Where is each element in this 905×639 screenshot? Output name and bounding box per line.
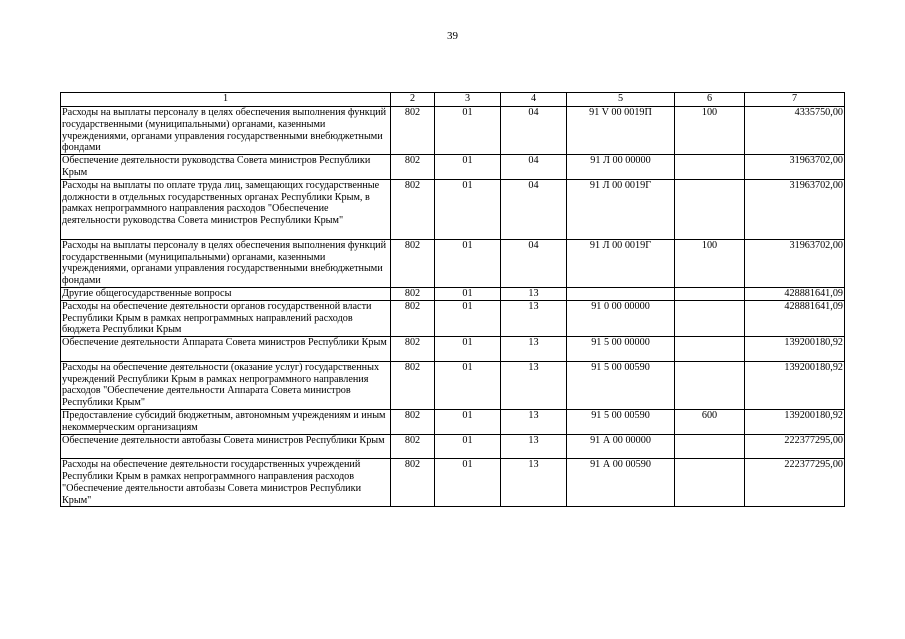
expense-name-cell: Обеспечение деятельности автобазы Совета министров Республики Крым xyxy=(61,434,391,459)
page-number: 39 xyxy=(447,30,458,42)
column-header-4: 4 xyxy=(501,93,567,107)
target-item-cell: 91 Л 00 00000 xyxy=(567,155,675,180)
section-code-cell: 802 xyxy=(391,361,435,409)
subsection-code-cell: 13 xyxy=(501,459,567,507)
table-row xyxy=(61,179,845,239)
subsection-code-cell: 13 xyxy=(501,361,567,409)
chapter-code-cell: 01 xyxy=(435,179,501,239)
expense-name-cell: Расходы на обеспечение деятельности органов государственной власти Республики Крым в рамках непрограммных направлений расходов бюджета Республики Крым xyxy=(61,300,391,336)
amount-cell: 428881641,09 xyxy=(745,300,845,336)
chapter-code-cell: 01 xyxy=(435,409,501,434)
section-code-cell: 802 xyxy=(391,239,435,287)
target-item-cell: 91 А 00 00000 xyxy=(567,434,675,459)
table-row xyxy=(61,300,845,336)
subsection-code-cell: 04 xyxy=(501,239,567,287)
table-row xyxy=(61,337,845,362)
table-row xyxy=(61,155,845,180)
expense-name-cell: Другие общегосударственные вопросы xyxy=(61,287,391,300)
column-header-1: 1 xyxy=(61,93,391,107)
section-code-cell: 802 xyxy=(391,287,435,300)
subsection-code-cell: 13 xyxy=(501,434,567,459)
chapter-code-cell: 01 xyxy=(435,434,501,459)
section-code-cell: 802 xyxy=(391,337,435,362)
subsection-code-cell: 13 xyxy=(501,337,567,362)
expense-type-cell xyxy=(675,434,745,459)
expense-name-cell: Расходы на обеспечение деятельности государственных учреждений Республики Крым в рамках непрограммного направления расходов "Обеспечение деятельности автобазы Совета министров Республики Крым" xyxy=(61,459,391,507)
table-row xyxy=(61,434,845,459)
expense-type-cell xyxy=(675,459,745,507)
chapter-code-cell: 01 xyxy=(435,337,501,362)
budget-table xyxy=(60,92,845,507)
section-code-cell: 802 xyxy=(391,107,435,155)
expense-type-cell: 100 xyxy=(675,107,745,155)
amount-cell: 139200180,92 xyxy=(745,361,845,409)
amount-cell: 4335750,00 xyxy=(745,107,845,155)
amount-cell: 31963702,00 xyxy=(745,239,845,287)
amount-cell: 139200180,92 xyxy=(745,337,845,362)
expense-name-cell: Обеспечение деятельности Аппарата Совета министров Республики Крым xyxy=(61,337,391,362)
chapter-code-cell: 01 xyxy=(435,300,501,336)
expense-type-cell xyxy=(675,155,745,180)
column-header-3: 3 xyxy=(435,93,501,107)
target-item-cell: 91 0 00 00000 xyxy=(567,300,675,336)
chapter-code-cell: 01 xyxy=(435,155,501,180)
expense-type-cell xyxy=(675,361,745,409)
section-code-cell: 802 xyxy=(391,459,435,507)
amount-cell: 31963702,00 xyxy=(745,179,845,239)
table-row xyxy=(61,287,845,300)
expense-type-cell xyxy=(675,337,745,362)
table-row xyxy=(61,361,845,409)
expense-type-cell: 100 xyxy=(675,239,745,287)
expense-name-cell: Расходы на выплаты персоналу в целях обеспечения выполнения функций государственными (муниципальными) органами, казенными учреждениями, органами управления государственными внебюджетными фондами xyxy=(61,239,391,287)
expense-name-cell: Предоставление субсидий бюджетным, автономным учреждениям и иным некоммерческим организациям xyxy=(61,409,391,434)
expense-type-cell xyxy=(675,179,745,239)
column-header-2: 2 xyxy=(391,93,435,107)
amount-cell: 139200180,92 xyxy=(745,409,845,434)
column-header-7: 7 xyxy=(745,93,845,107)
chapter-code-cell: 01 xyxy=(435,239,501,287)
amount-cell: 31963702,00 xyxy=(745,155,845,180)
target-item-cell: 91 А 00 00590 xyxy=(567,459,675,507)
subsection-code-cell: 13 xyxy=(501,300,567,336)
table-row xyxy=(61,459,845,507)
table-row xyxy=(61,239,845,287)
target-item-cell xyxy=(567,287,675,300)
expense-name-cell: Расходы на обеспечение деятельности (оказание услуг) государственных учреждений Республики Крым в рамках непрограммного направления расходов "Обеспечение деятельности Аппарата Совета министров Республики Крым" xyxy=(61,361,391,409)
chapter-code-cell: 01 xyxy=(435,287,501,300)
table-row xyxy=(61,409,845,434)
target-item-cell: 91 Л 00 0019Г xyxy=(567,239,675,287)
column-header-6: 6 xyxy=(675,93,745,107)
expense-type-cell xyxy=(675,300,745,336)
subsection-code-cell: 04 xyxy=(501,179,567,239)
target-item-cell: 91 5 00 00000 xyxy=(567,337,675,362)
target-item-cell: 91 5 00 00590 xyxy=(567,409,675,434)
section-code-cell: 802 xyxy=(391,434,435,459)
expense-name-cell: Обеспечение деятельности руководства Совета министров Республики Крым xyxy=(61,155,391,180)
chapter-code-cell: 01 xyxy=(435,361,501,409)
section-code-cell: 802 xyxy=(391,300,435,336)
chapter-code-cell: 01 xyxy=(435,459,501,507)
table-body xyxy=(61,107,845,507)
table-row xyxy=(61,107,845,155)
amount-cell: 222377295,00 xyxy=(745,434,845,459)
subsection-code-cell: 13 xyxy=(501,409,567,434)
target-item-cell: 91 Л 00 0019Г xyxy=(567,179,675,239)
amount-cell: 222377295,00 xyxy=(745,459,845,507)
expense-name-cell: Расходы на выплаты по оплате труда лиц, замещающих государственные должности в отдельных государственных органах Республики Крым, в рамках непрограммного направления расходов "Обеспечение деятельности руководства Совета министров Республики Крым" xyxy=(61,179,391,239)
section-code-cell: 802 xyxy=(391,179,435,239)
expense-type-cell: 600 xyxy=(675,409,745,434)
section-code-cell: 802 xyxy=(391,409,435,434)
subsection-code-cell: 04 xyxy=(501,155,567,180)
chapter-code-cell: 01 xyxy=(435,107,501,155)
subsection-code-cell: 04 xyxy=(501,107,567,155)
target-item-cell: 91 5 00 00590 xyxy=(567,361,675,409)
column-header-5: 5 xyxy=(567,93,675,107)
section-code-cell: 802 xyxy=(391,155,435,180)
table-header-row xyxy=(61,93,845,107)
expense-type-cell xyxy=(675,287,745,300)
subsection-code-cell: 13 xyxy=(501,287,567,300)
target-item-cell: 91 V 00 0019П xyxy=(567,107,675,155)
amount-cell: 428881641,09 xyxy=(745,287,845,300)
expense-name-cell: Расходы на выплаты персоналу в целях обеспечения выполнения функций государственными (муниципальными) органами, казенными учреждениями, органами управления государственными внебюджетными фондами xyxy=(61,107,391,155)
